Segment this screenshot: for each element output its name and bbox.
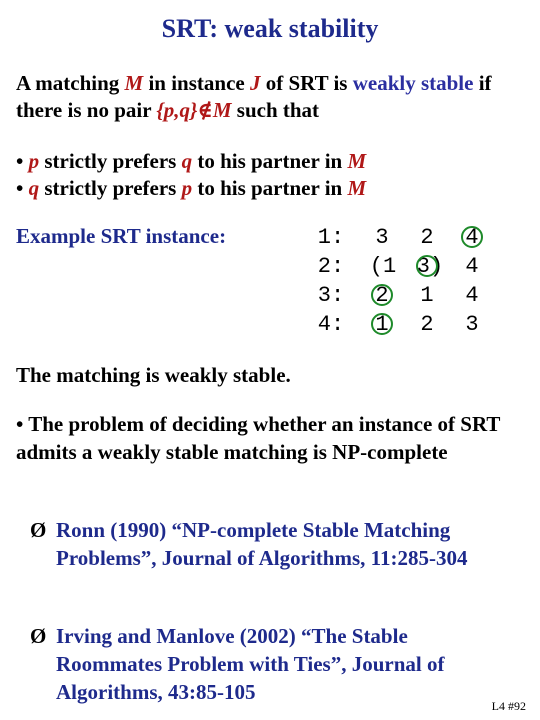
reference-item: [30, 516, 506, 572]
agent-symbol: q: [181, 149, 193, 173]
conclusion: The matching is weakly stable.: [16, 363, 291, 387]
condition-text: strictly prefers: [39, 176, 182, 200]
pref-entry: 4: [465, 254, 479, 279]
pref-entry: 2: [420, 312, 434, 337]
row-label: 4:: [317, 312, 345, 337]
instance-symbol: J: [249, 71, 261, 95]
condition-list: [16, 148, 526, 202]
pref-entry: 4: [465, 225, 479, 250]
pref-entry: 2: [420, 225, 434, 250]
matched-pair-ring: [416, 255, 438, 277]
matched-pair-ring: [461, 226, 483, 248]
bullet: •: [16, 412, 24, 436]
matching-symbol: M: [347, 149, 367, 173]
arrow-bullet-icon: Ø: [30, 624, 47, 648]
slide-number: L4 #92: [491, 699, 526, 713]
pref-entry: 1: [420, 283, 434, 308]
pref-entry: 3): [416, 254, 444, 279]
definition-text: of SRT is: [260, 71, 353, 95]
condition-text: to his partner in: [192, 149, 348, 173]
agent-symbol: p: [181, 176, 193, 200]
definition-text: such that: [231, 98, 320, 122]
definition-text: if there is no pair: [16, 71, 492, 122]
agent-symbol: q: [28, 176, 40, 200]
pref-entry: 2: [375, 283, 389, 308]
reference-item: [30, 622, 506, 706]
bullet: •: [16, 149, 24, 173]
np-complete-bullet: [16, 410, 516, 466]
not-in-symbol: ∉: [197, 98, 213, 122]
pref-entry: 4: [465, 283, 479, 308]
pref-entry: 3: [465, 312, 479, 337]
arrow-bullet-icon: Ø: [30, 518, 47, 542]
agent-symbol: p: [28, 149, 40, 173]
condition-text: strictly prefers: [39, 149, 182, 173]
definition-text: in instance: [143, 71, 250, 95]
matching-symbol: M: [212, 98, 232, 122]
slide-title: SRT: weak stability: [161, 14, 379, 43]
pref-entry: 3: [375, 225, 389, 250]
weak-stability-definition: [16, 70, 526, 124]
matching-symbol: M: [124, 71, 144, 95]
matched-pair-ring: [371, 284, 393, 306]
matching-symbol: M: [347, 176, 367, 200]
example-label: Example SRT instance:: [16, 224, 227, 248]
pref-entry: 1: [375, 312, 389, 337]
condition-item: [16, 148, 526, 175]
row-label: 2:: [317, 254, 345, 279]
bullet: •: [16, 176, 24, 200]
preference-table: [316, 223, 496, 343]
row-label: 1:: [317, 225, 345, 250]
definition-text: A matching: [16, 71, 125, 95]
weakly-stable-term: weakly stable: [352, 71, 474, 95]
pref-entry: (1: [369, 254, 397, 279]
reference-text: Ronn (1990) “NP-complete Stable Matching Problems”, Journal of Algorithms, 11:285-304: [56, 518, 468, 570]
pair-symbol: {p,q}: [156, 98, 198, 122]
np-complete-text: The problem of deciding whether an instance of SRT admits a weakly stable matching is NP-complete: [16, 412, 501, 464]
condition-text: to his partner in: [192, 176, 348, 200]
condition-item: [16, 175, 526, 202]
row-label: 3:: [317, 283, 345, 308]
reference-text: Irving and Manlove (2002) “The Stable Roommates Problem with Ties”, Journal of Algorithms, 43:85-105: [56, 624, 445, 704]
matched-pair-ring: [371, 313, 393, 335]
